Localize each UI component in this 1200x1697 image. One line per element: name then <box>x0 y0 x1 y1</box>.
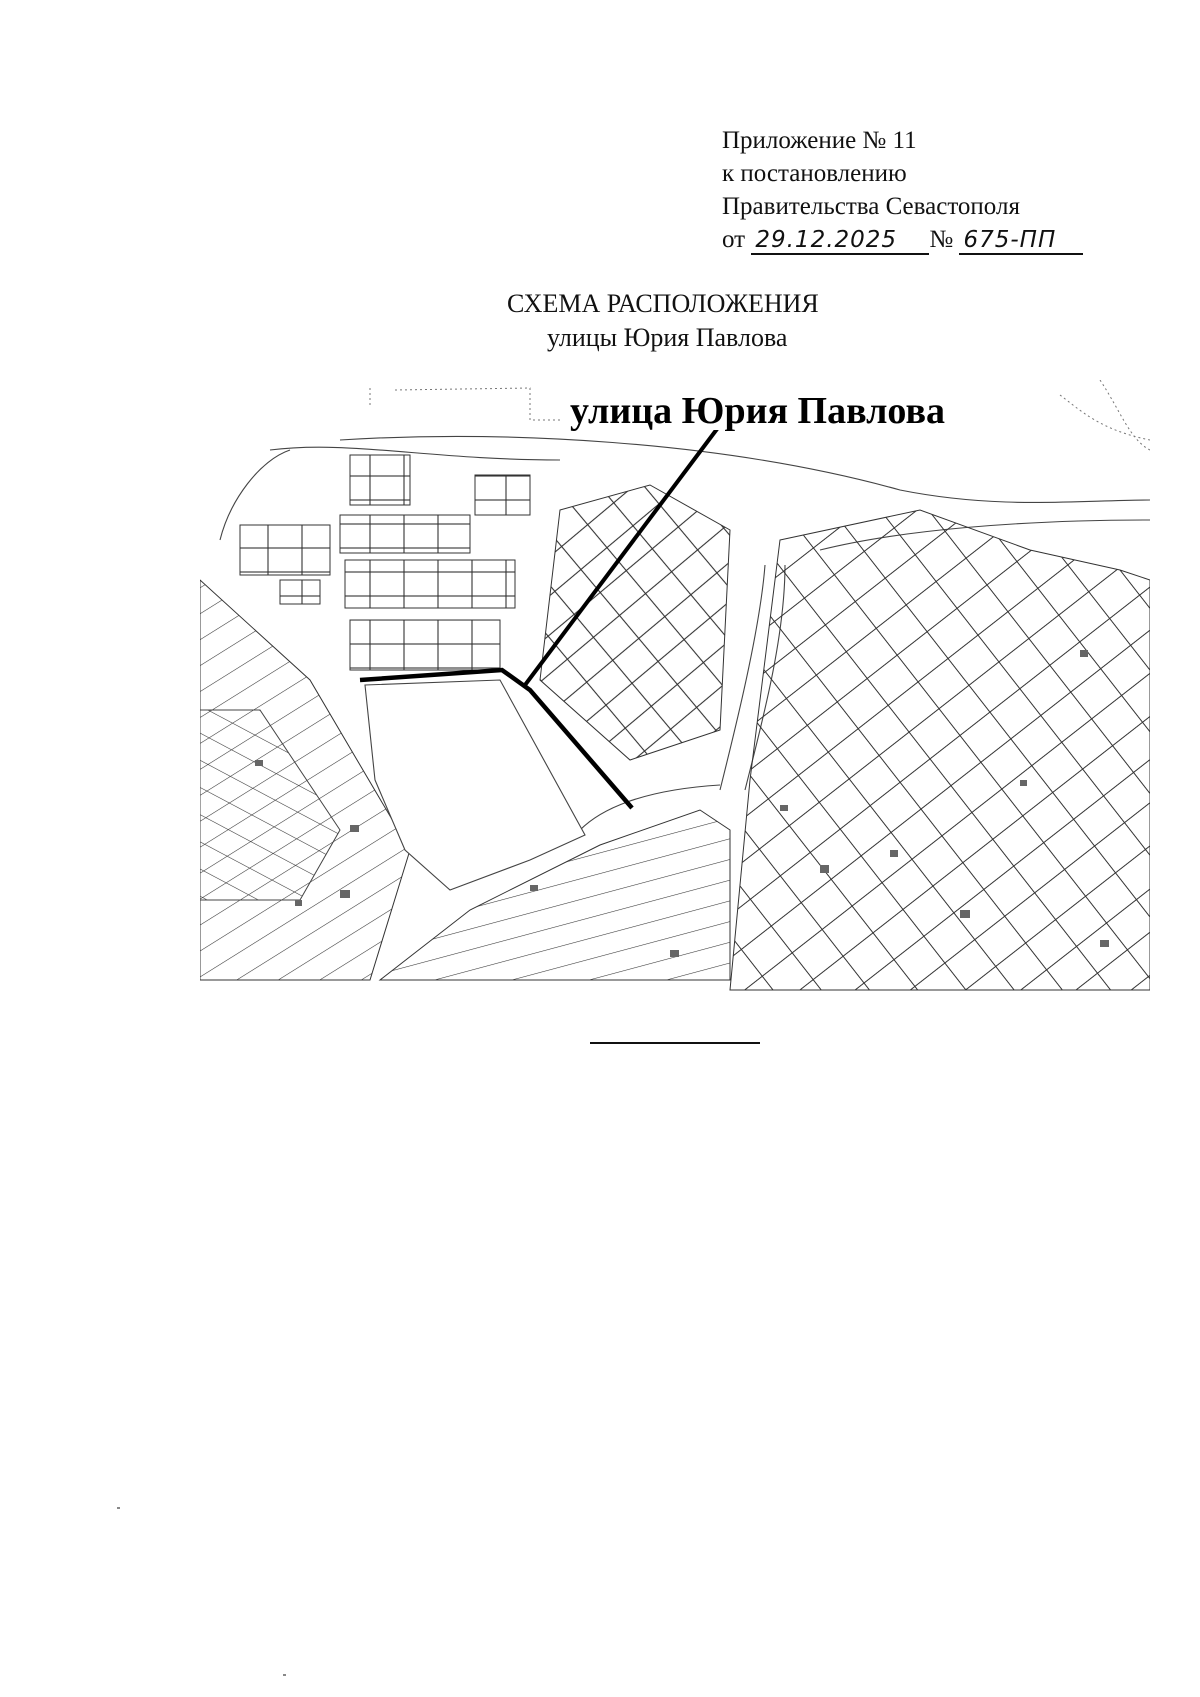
from-label: от <box>722 226 746 253</box>
decree-date: 29.12.2025 <box>751 227 929 255</box>
end-rule <box>590 1042 760 1044</box>
number-label: № <box>929 226 954 253</box>
map-parcels-grid-right <box>730 510 1150 990</box>
map-parcels-grid-center <box>540 485 730 760</box>
scheme-subtitle: улицы Юрия Павлова <box>547 323 788 352</box>
appendix-date-line <box>722 223 1083 256</box>
appendix-line: к постановлению <box>722 160 907 187</box>
scheme-title: СХЕМА РАСПОЛОЖЕНИЯ <box>507 289 819 318</box>
location-map <box>200 380 1150 1000</box>
map-street-label: улица Юрия Павлова <box>570 390 946 432</box>
map-parcels-grid-topleft <box>240 455 530 670</box>
appendix-block <box>722 124 1083 256</box>
appendix-title: Приложение № 11 <box>722 127 917 154</box>
decree-number: 675-ПП <box>959 227 1083 255</box>
scan-speck <box>283 1674 286 1676</box>
scan-speck <box>117 1507 120 1509</box>
appendix-line: Правительства Севастополя <box>722 193 1020 220</box>
